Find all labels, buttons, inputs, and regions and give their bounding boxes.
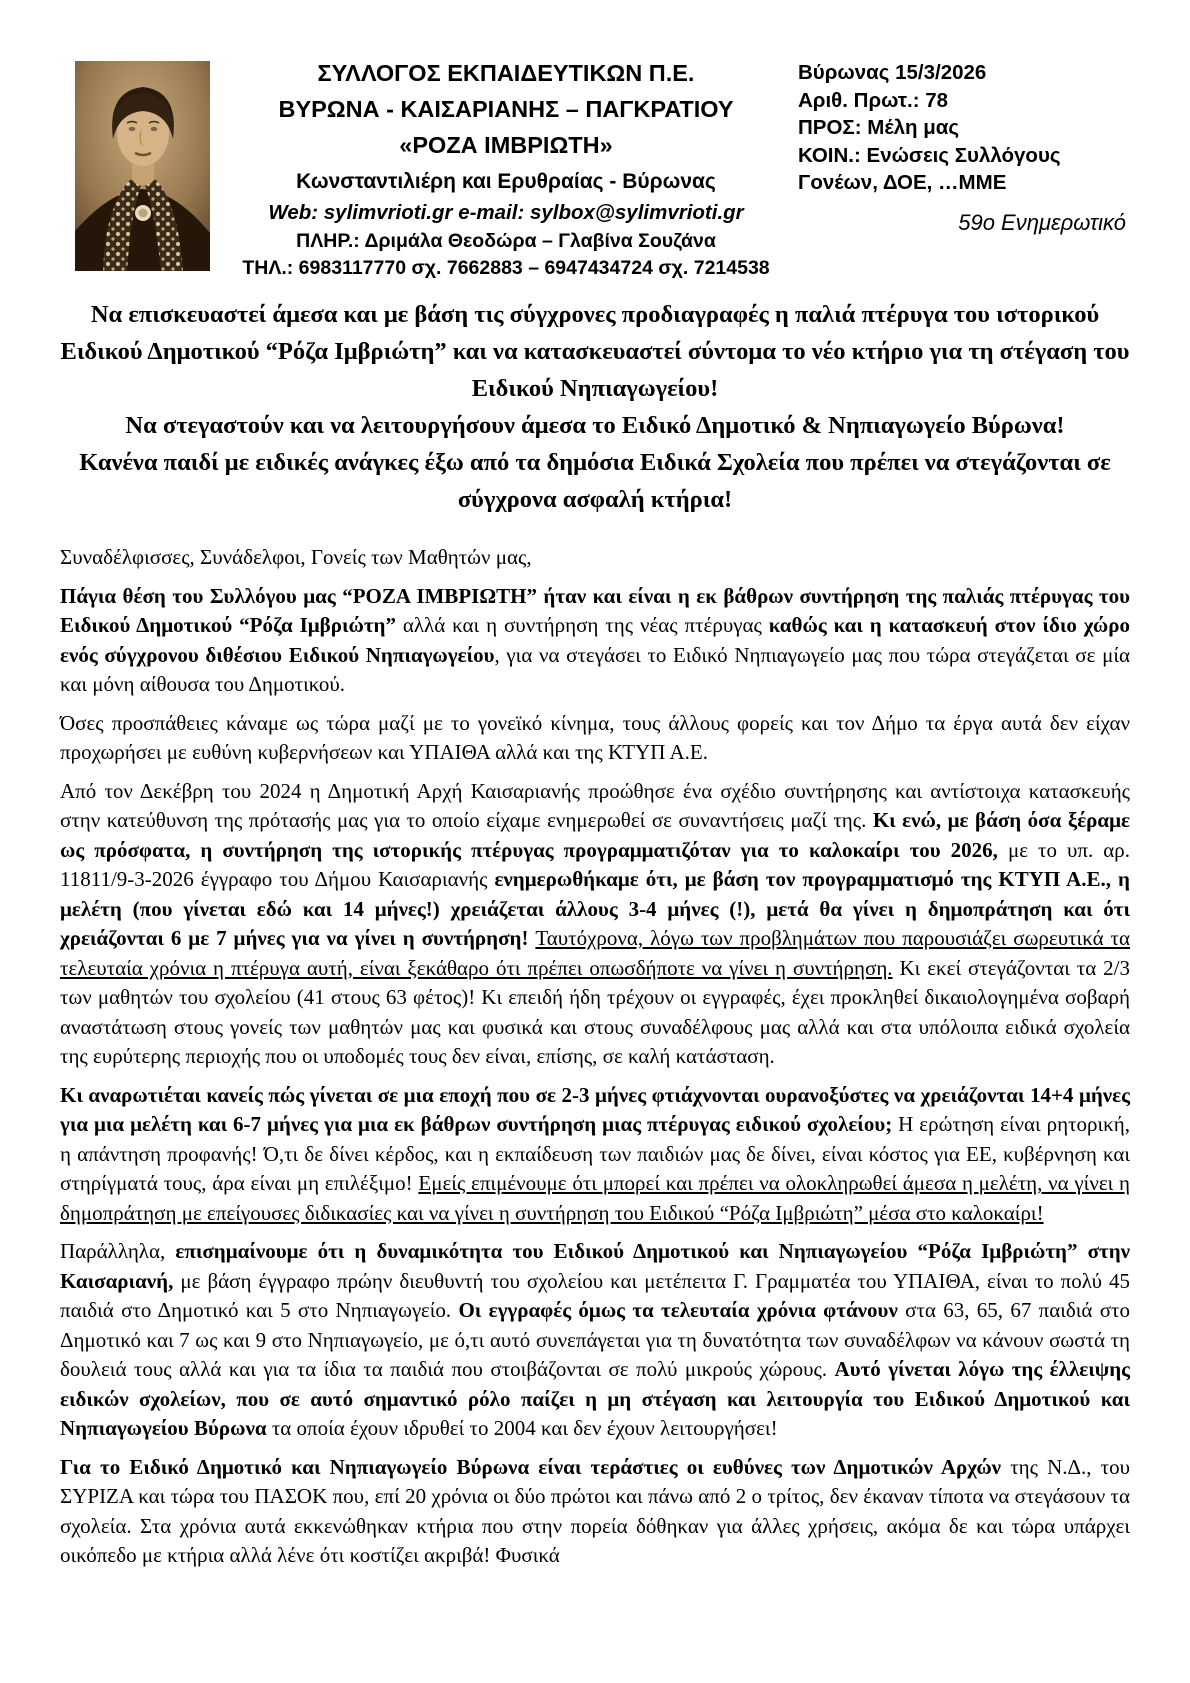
text-run: Παράλληλα, bbox=[60, 1239, 176, 1263]
doc-cc-line-2: Γονέων, ΔΟΕ, …ΜΜΕ bbox=[798, 171, 1007, 194]
headline-demand-2: Να στεγαστούν και να λειτουργήσουν άμεσα το Ειδικό Δημοτικό & Νηπιαγωγείο Βύρωνα! bbox=[125, 412, 1065, 439]
text-run: αλλά και η συντήρηση της νέας πτέρυγας bbox=[402, 613, 769, 637]
paragraph bbox=[60, 709, 1130, 768]
text-run: Από τον Δεκέβρη του 2024 η Δημοτική Αρχή Καισαριανής προώθησε ένα σχέδιο συντήρησης και αντίστοιχα κατασκευής στην κατεύθυνση της πρότασής μας για το οποίο είχαμε ενημερωθεί σε συναντήσεις μαζί της. bbox=[60, 778, 1130, 832]
text-run: Αυτό γίνεται λόγω της έλλειψης ειδικών σχολείων, που σε αυτό σημαντικό ρόλο παίζει η μη στέγαση και λειτουργία του Ειδικού Δημοτικού και Νηπιαγωγείου Βύρωνα bbox=[60, 1357, 1130, 1440]
newsletter-number: 59ο Ενημερωτικό bbox=[958, 209, 1126, 235]
portrait-photo bbox=[75, 61, 210, 271]
letterhead bbox=[60, 53, 1130, 282]
text-run: ενημερωθήκαμε ότι, με βάση τον προγραμματισμό της ΚΤΥΠ Α.Ε., η μελέτη (που γίνεται εδώ και 14 μήνες!) χρειάζεται άλλους 3-4 μήνες (!), μετά θα γίνει η δημοπράτηση και ότι χρειάζονται 6 με 7 μήνες για να γίνει η συντήρηση! bbox=[60, 867, 1130, 950]
text-run: Εμείς επιμένουμε ότι μπορεί και πρέπει να ολοκληρωθεί άμεσα η μελέτη, να γίνει η δημοπράτηση με επείγουσες διδικασίες και να γίνει η συντήρηση του Ειδικού “Ρόζα Ιμβριώτη” μέσα στο καλοκαίρι! bbox=[60, 1171, 1131, 1225]
portrait-roza-imvrioti-image bbox=[75, 61, 210, 271]
text-run: με το υπ. αρ. 11811/9-3-2026 έγγραφο του Δήμου Καισαριανής bbox=[60, 837, 1130, 891]
text-run: Κι εκεί στεγάζονται τα 2/3 των μαθητών του σχολείου (41 στους 63 φέτος)! Κι επειδή ήδη τρέχουν οι εγγραφές, έχει προκληθεί δικαιολογημένα σοβαρή αναστάτωση στους γονείς των μαθητών μας και φυσικά και στους συναδέλφους μας αλλά και στα υπόλοιπα ειδικά σχολεία της ευρύτερης περιοχής που οι υποδομές τους δεν είναι, επίσης, σε καλή κατάσταση. bbox=[60, 955, 1130, 1068]
paragraph bbox=[60, 1081, 1130, 1229]
org-phone-numbers: ΤΗΛ.: 6983117770 σχ. 7662883 – 6947434724 σχ. 7214538 bbox=[242, 257, 770, 279]
text-run: Πάγια θέση του Συλλόγου μας “ΡΟΖΑ ΙΜΒΡΙΩΤΗ” ήταν και είναι η εκ βάθρων συντήρηση της παλιάς πτέρυγας του Ειδικού Δημοτικού “Ρόζα Ιμβριώτη” bbox=[60, 583, 1130, 637]
paragraph bbox=[60, 582, 1130, 700]
org-web-email: Web: sylimvrioti.gr e-mail: sylbox@sylimvrioti.gr bbox=[268, 201, 744, 224]
doc-cc-line-1: ΚΟΙΝ.: Ενώσεις Συλλόγους bbox=[798, 143, 1061, 167]
headline-demand-3: Κανένα παιδί με ειδικές ανάγκες έξω από τα δημόσια Ειδικά Σχολεία που πρέπει να στεγάζονται σε σύγχρονα ασφαλή κτήρια! bbox=[79, 449, 1111, 513]
headline-demand-1: Να επισκευαστεί άμεσα και με βάση τις σύγχρονες προδιαγραφές η παλιά πτέρυγα του ιστορικού Ειδικού Δημοτικού “Ρόζα Ιμβριώτη” και να κατασκευαστεί σύντομα το νέο κτήριο για τη στέγαση του Ειδικού Νηπιαγωγείου! bbox=[60, 301, 1130, 402]
text-run: Κι ενώ, με βάση όσα ξέραμε ως πρόσφατα, η συντήρηση της ιστορικής πτέρυγας προγραμματιζόταν για το καλοκαίρι του 2026, bbox=[60, 808, 1130, 862]
document-meta bbox=[798, 53, 1130, 236]
org-name-line-1: ΣΥΛΛΟΓΟΣ ΕΚΠΑΙΔΕΥΤΙΚΩΝ Π.Ε. bbox=[317, 60, 695, 86]
text-run: Για το Ειδικό Δημοτικό και Νηπιαγωγείο Βύρωνα είναι τεράστιες οι ευθύνες των Δημοτικών Αρχών bbox=[60, 1454, 1011, 1479]
body-paragraphs bbox=[60, 582, 1130, 1571]
salutation: Συναδέλφισσες, Συνάδελφοι, Γονείς των Μαθητών μας, bbox=[60, 545, 532, 569]
org-address: Κωνσταντιλιέρη και Ερυθραίας - Βύρωνας bbox=[296, 170, 716, 193]
text-run: Όσες προσπάθειες κάναμε ως τώρα μαζί με το γονεϊκό κίνημα, τους άλλους φορείς και τον Δήμο τα έργα αυτά δεν είχαν προχωρήσει με ευθύνη κυβερνήσεων και ΥΠΑΙΘΑ αλλά και της ΚΤΥΠ Α.Ε. bbox=[60, 710, 1130, 764]
org-contact-persons: ΠΛΗΡ.: Δριμάλα Θεοδώρα – Γλαβίνα Σουζάνα bbox=[296, 230, 716, 252]
text-run: με βάση έγγραφο πρώην διευθυντή του σχολείου και μετέπειτα Γ. Γραμματέα του ΥΠΑΙΘΑ, είναι το πολύ 45 παιδιά στο Δημοτικό και 5 στο Νηπιαγωγείο. bbox=[60, 1268, 1130, 1322]
text-run: Η ερώτηση είναι ρητορική, η απάντηση προφανής! Ό,τι δε δίνει κέρδος, και η εκπαίδευση των παιδιών μας δε δίνει, είναι κόστος για ΕΕ, κυβέρνηση και στηρίγματά τους, άρα είναι μη επιλέξιμο! bbox=[60, 1112, 1130, 1195]
text-run: Κι αναρωτιέται κανείς πώς γίνεται σε μια εποχή που σε 2-3 μήνες φτιάχνονται ουρανοξύστες να χρειάζονται 14+4 μήνες για μια μελέτη και 6-7 μήνες για μια εκ βάθρων συντήρηση μιας πτέρυγας ειδικού σχολείου; bbox=[60, 1082, 1130, 1136]
doc-protocol-number: Αριθ. Πρωτ.: 78 bbox=[798, 88, 949, 112]
organization-block bbox=[210, 53, 798, 282]
text-run: , για να στεγάσει το Ειδικό Νηπιαγωγείο μας που τώρα στεγάζεται σε μία και μόνη αίθουσα του Δημοτικού. bbox=[60, 642, 1130, 696]
text-run: Οι εγγραφές όμως τα τελευταία χρόνια φτάνουν bbox=[458, 1298, 906, 1322]
paragraph bbox=[60, 777, 1130, 1072]
paragraph bbox=[60, 1237, 1130, 1444]
doc-place-date: Βύρωνας 15/3/2026 bbox=[798, 61, 987, 84]
text-run: τα οποία έχουν ιδρυθεί το 2004 και δεν έχουν λειτουργήσει! bbox=[271, 1416, 778, 1440]
doc-recipients: ΠΡΟΣ: Μέλη μας bbox=[798, 116, 959, 139]
text-run: επισημαίνουμε ότι η δυναμικότητα του Ειδικού Δημοτικού και Νηπιαγωγείου “Ρόζα Ιμβριώτη” στην Καισαριανή, bbox=[60, 1239, 1131, 1293]
org-name-line-2: ΒΥΡΩΝΑ - ΚΑΙΣΑΡΙΑΝΗΣ – ΠΑΓΚΡΑΤΙΟΥ bbox=[278, 96, 734, 122]
text-run: της Ν.Δ., του ΣΥΡΙΖΑ και τώρα του ΠΑΣΟΚ που, επί 20 χρόνια οι δύο πρώτοι και πάνω από 2 ο τρίτος, δεν έκαναν τίποτα να στεγάσουν τα σχολεία. Στα χρόνια αυτά εκκενώθηκαν κτήρια που στην πορεία δόθηκαν για άλλες χρήσεις, ακόμα δε και τώρα υπάρχει οικόπεδο με κτήρια αλλά λένε ότι κοστίζει ακριβά! Φυσικά bbox=[60, 1454, 1130, 1567]
org-name-line-3: «ΡΟΖΑ ΙΜΒΡΙΩΤΗ» bbox=[399, 132, 613, 158]
text-run: στα 63, 65, 67 παιδιά στο Δημοτικό και 7 ως και 9 στο Νηπιαγωγείο, με ό,τι αυτό συνεπάγεται για τη δυνατότητα των συναδέλφων να κάνουν σωστά τη δουλειά τους αλλά και για τα ίδια τα παιδιά που στοιβάζονται σε πολύ μικρούς χώρους. bbox=[60, 1298, 1131, 1381]
paragraph bbox=[60, 1453, 1130, 1571]
text-run: καθώς και η κατασκευή στον ίδιο χώρο ενός σύγχρονου διθέσιου Ειδικού Νηπιαγωγείου bbox=[60, 613, 1130, 667]
headline-block bbox=[60, 296, 1130, 518]
text-run: Ταυτόχρονα, λόγω των προβλημάτων που παρουσιάζει σωρευτικά τα τελευταία χρόνια η πτέρυγα αυτή, είναι ξεκάθαρο ότι πρέπει οπωσδήποτε να γίνει η συντήρηση. bbox=[60, 926, 1130, 980]
